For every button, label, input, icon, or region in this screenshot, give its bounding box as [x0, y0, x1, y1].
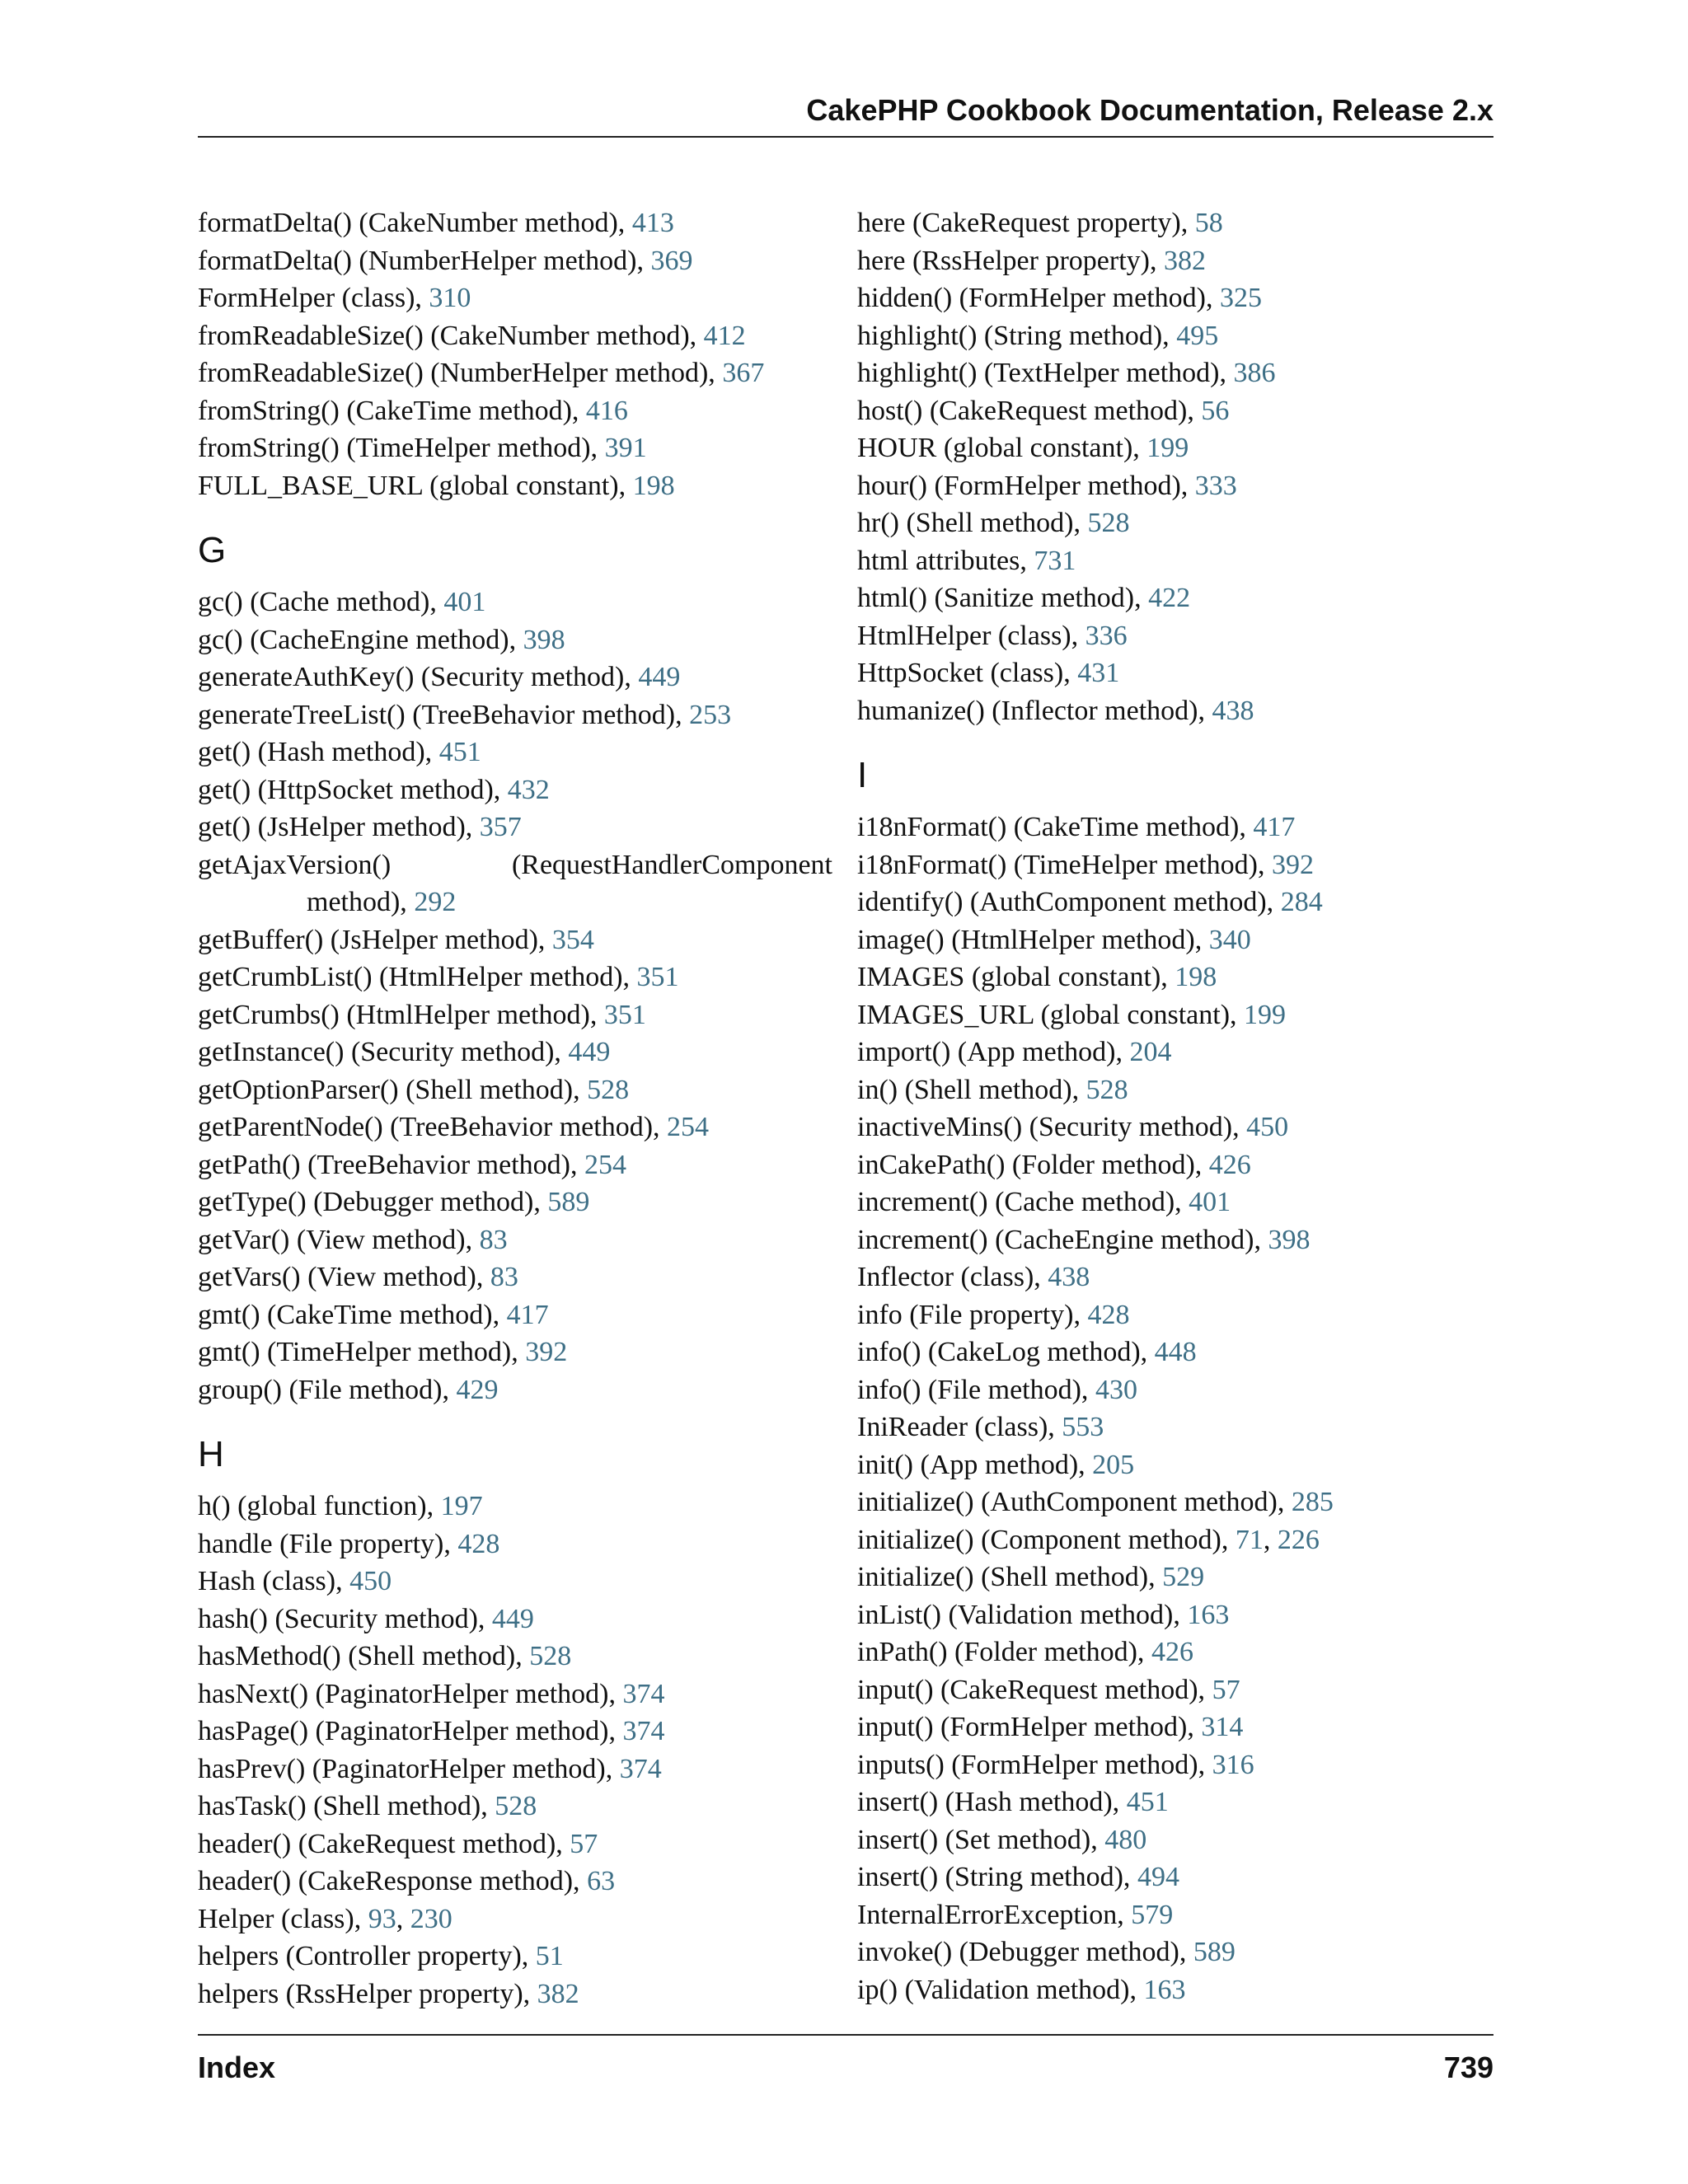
- page-link[interactable]: 197: [440, 1491, 483, 1521]
- index-entry: [198, 771, 841, 809]
- index-column-left: [198, 204, 841, 2013]
- index-term: gmt() (TimeHelper method),: [198, 1337, 526, 1367]
- index-entry: [857, 1558, 1500, 1596]
- index-term: here (CakeRequest property),: [857, 208, 1195, 238]
- page-separator: ,: [396, 1903, 410, 1934]
- index-term: hasNext() (PaginatorHelper method),: [198, 1678, 623, 1709]
- page-link[interactable]: 253: [689, 699, 732, 730]
- index-term: fromReadableSize() (NumberHelper method),: [198, 358, 723, 388]
- index-term: getCrumbs() (HtmlHelper method),: [198, 999, 604, 1030]
- index-term: info() (File method),: [857, 1374, 1095, 1405]
- index-entry: [198, 921, 841, 959]
- page-link[interactable]: 357: [479, 812, 522, 842]
- page-link[interactable]: 401: [443, 587, 486, 617]
- index-term: getPath() (TreeBehavior method),: [198, 1149, 584, 1180]
- index-term: helpers (RssHelper property),: [198, 1978, 537, 2009]
- page-link[interactable]: 83: [479, 1224, 508, 1255]
- page-link[interactable]: 204: [1129, 1037, 1172, 1067]
- index-entry: [857, 1221, 1500, 1259]
- index-term: hasMethod() (Shell method),: [198, 1641, 530, 1671]
- page-footer: [198, 2034, 1493, 2085]
- index-term: info (File property),: [857, 1299, 1088, 1330]
- index-entry: [198, 1825, 841, 1863]
- page-link[interactable]: 428: [1087, 1299, 1130, 1330]
- page-link[interactable]: 438: [1048, 1262, 1090, 1292]
- page-number: 739: [1443, 2050, 1493, 2084]
- index-term: initialize() (Component method),: [857, 1524, 1236, 1555]
- page-link[interactable]: 316: [1212, 1749, 1254, 1780]
- index-entry: [857, 883, 1500, 921]
- index-entry: [857, 1371, 1500, 1409]
- index-entry: [198, 733, 841, 771]
- index-entry: [857, 1783, 1500, 1821]
- index-term: formatDelta() (CakeNumber method),: [198, 208, 632, 238]
- index-term: inCakePath() (Folder method),: [857, 1149, 1209, 1180]
- index-term: initialize() (Shell method),: [857, 1562, 1163, 1592]
- page-link[interactable]: 431: [1077, 658, 1120, 688]
- page-link[interactable]: 494: [1137, 1862, 1179, 1892]
- index-term: helpers (Controller property),: [198, 1941, 536, 1971]
- index-term: getParentNode() (TreeBehavior method),: [198, 1112, 668, 1142]
- index-term: identify() (AuthComponent method),: [857, 887, 1281, 917]
- index-term: getOptionParser() (Shell method),: [198, 1074, 588, 1105]
- index-entry: [857, 467, 1500, 505]
- page-link[interactable]: 417: [506, 1299, 549, 1330]
- index-entry: [857, 354, 1500, 392]
- index-entry: [857, 1333, 1500, 1371]
- page-link[interactable]: 205: [1092, 1449, 1135, 1480]
- index-term: hr() (Shell method),: [857, 508, 1088, 538]
- page-link[interactable]: 553: [1062, 1412, 1104, 1442]
- index-term: getVar() (View method),: [198, 1224, 480, 1255]
- index-entry: [857, 921, 1500, 959]
- index-term: Inflector (class),: [857, 1262, 1048, 1292]
- index-entry: [857, 808, 1500, 846]
- index-entry: [198, 429, 841, 467]
- running-title: CakePHP Cookbook Documentation, Release 2.x: [806, 93, 1493, 127]
- index-term: InternalErrorException,: [857, 1899, 1132, 1930]
- index-term: gc() (Cache method),: [198, 587, 444, 617]
- page-link[interactable]: 333: [1194, 470, 1237, 501]
- index-entry: [198, 1675, 841, 1713]
- index-entry: [198, 1488, 841, 1526]
- page-link[interactable]: 426: [1208, 1149, 1251, 1180]
- page-link[interactable]: 226: [1277, 1524, 1320, 1555]
- index-term: initialize() (AuthComponent method),: [857, 1487, 1292, 1517]
- index-entry: [198, 958, 841, 996]
- page-link[interactable]: 386: [1233, 358, 1276, 388]
- index-term: i18nFormat() (TimeHelper method),: [857, 849, 1272, 880]
- index-term: highlight() (String method),: [857, 320, 1177, 351]
- index-term: h() (global function),: [198, 1491, 441, 1521]
- index-term: fromString() (TimeHelper method),: [198, 433, 605, 463]
- page-link[interactable]: 163: [1187, 1599, 1230, 1630]
- index-entry: [198, 846, 832, 884]
- index-entry: [857, 1858, 1500, 1896]
- index-term: inactiveMins() (Security method),: [857, 1112, 1247, 1142]
- index-entry: [198, 1788, 841, 1825]
- index-entry: [198, 1071, 841, 1109]
- index-term: insert() (Set method),: [857, 1824, 1105, 1855]
- index-term: hasPage() (PaginatorHelper method),: [198, 1716, 623, 1746]
- page-link[interactable]: 401: [1189, 1187, 1231, 1217]
- page-link[interactable]: 254: [667, 1112, 710, 1142]
- index-term: getVars() (View method),: [198, 1262, 490, 1292]
- page-link[interactable]: 438: [1212, 695, 1254, 726]
- index-term: humanize() (Inflector method),: [857, 695, 1212, 726]
- index-term: import() (App method),: [857, 1037, 1130, 1067]
- index-entry: [857, 1821, 1500, 1859]
- index-term: ip() (Validation method),: [857, 1974, 1144, 2005]
- index-entry: [198, 1601, 841, 1638]
- page-link[interactable]: 413: [631, 208, 674, 238]
- page-link[interactable]: 254: [584, 1149, 626, 1180]
- index-term: fromString() (CakeTime method),: [198, 395, 586, 426]
- index-entry: [198, 392, 841, 430]
- index-entry: [857, 958, 1500, 996]
- index-entry: [198, 1863, 841, 1900]
- page-link[interactable]: 199: [1146, 433, 1189, 463]
- page-link[interactable]: 374: [622, 1678, 665, 1709]
- index-term: HtmlHelper (class),: [857, 620, 1085, 651]
- index-entry: [857, 1633, 1500, 1671]
- page-link[interactable]: 480: [1104, 1824, 1147, 1855]
- index-entry: [198, 1713, 841, 1750]
- index-term: get() (HttpSocket method),: [198, 774, 508, 805]
- index-term: getAjaxVersion(): [198, 849, 392, 880]
- index-term: inList() (Validation method),: [857, 1599, 1188, 1630]
- index-term: inPath() (Folder method),: [857, 1637, 1151, 1667]
- page-link[interactable]: 374: [622, 1716, 665, 1746]
- index-entry: [198, 1296, 841, 1334]
- index-term: generateTreeList() (TreeBehavior method),: [198, 699, 690, 730]
- index-term: html attributes,: [857, 545, 1034, 576]
- index-term: FormHelper (class),: [198, 283, 429, 313]
- index-entry: [857, 1033, 1500, 1071]
- index-entry: [857, 1258, 1500, 1296]
- index-entry: [857, 1183, 1500, 1221]
- index-entry: [857, 542, 1500, 580]
- index-term: HOUR (global constant),: [857, 433, 1147, 463]
- page-link[interactable]: 351: [603, 999, 646, 1030]
- index-entry: [857, 504, 1500, 542]
- index-entry: [857, 279, 1500, 317]
- page-link[interactable]: 392: [1272, 849, 1314, 880]
- page-link[interactable]: 336: [1085, 620, 1128, 651]
- index-entry: [857, 429, 1500, 467]
- index-entry: [857, 579, 1500, 617]
- index-term-qualifier: (RequestHandlerComponent: [511, 849, 832, 880]
- page-link[interactable]: 57: [1212, 1674, 1240, 1705]
- index-term: IniReader (class),: [857, 1412, 1062, 1442]
- index-column-right: [857, 204, 1500, 2008]
- page-link[interactable]: 351: [636, 962, 679, 992]
- index-entry: [198, 1146, 841, 1184]
- index-entry: [857, 1971, 1500, 2009]
- page-link[interactable]: 93: [368, 1903, 396, 1934]
- index-term: getBuffer() (JsHelper method),: [198, 924, 552, 955]
- page-link[interactable]: 528: [495, 1791, 537, 1821]
- page-link[interactable]: 382: [1163, 245, 1206, 276]
- index-letter-heading: I: [857, 755, 868, 795]
- index-entry: [857, 1896, 1500, 1934]
- index-term: FULL_BASE_URL (global constant),: [198, 470, 633, 501]
- page-link[interactable]: 314: [1201, 1712, 1244, 1742]
- index-entry: [198, 996, 841, 1034]
- index-term: inputs() (FormHelper method),: [857, 1749, 1212, 1780]
- index-entry: [857, 1671, 1500, 1709]
- index-term: highlight() (TextHelper method),: [857, 358, 1234, 388]
- index-term: getCrumbList() (HtmlHelper method),: [198, 962, 637, 992]
- page-link[interactable]: 426: [1151, 1637, 1193, 1667]
- index-term: handle (File property),: [198, 1528, 458, 1559]
- page-link[interactable]: 429: [456, 1374, 499, 1405]
- page-link[interactable]: 589: [547, 1187, 590, 1217]
- index-term: input() (CakeRequest method),: [857, 1674, 1212, 1705]
- page-link[interactable]: 528: [587, 1074, 630, 1105]
- page-link[interactable]: 529: [1162, 1562, 1205, 1592]
- index-entry: [198, 583, 841, 621]
- page-link[interactable]: 495: [1176, 320, 1219, 351]
- index-entry: [198, 1033, 841, 1071]
- index-entry: [198, 1750, 841, 1788]
- page-link[interactable]: 369: [650, 245, 693, 276]
- index-entry: [198, 1333, 841, 1371]
- page-link[interactable]: 284: [1280, 887, 1323, 917]
- index-term: invoke() (Debugger method),: [857, 1937, 1193, 1967]
- page-link[interactable]: 310: [429, 283, 471, 313]
- index-entry: [198, 696, 841, 734]
- index-entry: [198, 279, 841, 317]
- page-link[interactable]: 449: [491, 1603, 534, 1634]
- page-link[interactable]: 58: [1194, 208, 1223, 238]
- index-entry: [198, 1938, 841, 1975]
- page-link[interactable]: 367: [722, 358, 765, 388]
- page-link[interactable]: 528: [1087, 508, 1130, 538]
- index-entry: [198, 1258, 841, 1296]
- index-entry: [198, 1183, 841, 1221]
- page-link[interactable]: 382: [537, 1978, 579, 2009]
- index-term: hasPrev() (PaginatorHelper method),: [198, 1753, 620, 1784]
- page-link[interactable]: 451: [1126, 1787, 1169, 1817]
- index-entry: [198, 621, 841, 659]
- page-link[interactable]: 392: [525, 1337, 568, 1367]
- index-term: insert() (Hash method),: [857, 1787, 1127, 1817]
- page-link[interactable]: 398: [523, 624, 565, 655]
- page-link[interactable]: 412: [703, 320, 746, 351]
- page-link[interactable]: 449: [568, 1037, 611, 1067]
- index-term: Hash (class),: [198, 1566, 350, 1596]
- page-link[interactable]: 432: [507, 774, 550, 805]
- page-link[interactable]: 163: [1143, 1974, 1186, 2005]
- index-entry: [198, 317, 841, 355]
- index-term: gc() (CacheEngine method),: [198, 624, 523, 655]
- index-entry: [198, 354, 841, 392]
- index-term: init() (App method),: [857, 1449, 1093, 1480]
- index-entry: [198, 1900, 841, 1938]
- index-term: host() (CakeRequest method),: [857, 395, 1202, 426]
- page-link[interactable]: 398: [1268, 1224, 1311, 1255]
- index-term: header() (CakeResponse method),: [198, 1866, 588, 1896]
- index-entry: [857, 1746, 1500, 1784]
- index-entry: [198, 1221, 841, 1259]
- index-entry: [857, 1596, 1500, 1634]
- page-link[interactable]: 391: [604, 433, 647, 463]
- page-link[interactable]: 430: [1095, 1374, 1137, 1405]
- index-term: here (RssHelper property),: [857, 245, 1164, 276]
- page-link[interactable]: 354: [551, 924, 594, 955]
- index-term: info() (CakeLog method),: [857, 1337, 1155, 1367]
- index-entry: [198, 1563, 841, 1601]
- index-term: input() (FormHelper method),: [857, 1712, 1202, 1742]
- index-entry: [857, 654, 1500, 692]
- index-term: header() (CakeRequest method),: [198, 1828, 570, 1859]
- page-link[interactable]: 374: [619, 1753, 662, 1784]
- index-term: getType() (Debugger method),: [198, 1187, 548, 1217]
- page-link[interactable]: 422: [1148, 583, 1191, 613]
- index-entry: [857, 1146, 1500, 1184]
- page-link[interactable]: 51: [535, 1941, 564, 1971]
- page-link[interactable]: 198: [632, 470, 675, 501]
- footer-section: Index: [198, 2050, 276, 2084]
- index-term: hash() (Security method),: [198, 1603, 492, 1634]
- index-entry: [857, 1296, 1500, 1334]
- index-term: method),: [307, 887, 415, 917]
- index-entry: [198, 658, 841, 696]
- index-entry: [857, 1446, 1500, 1484]
- page-link[interactable]: 71: [1235, 1524, 1264, 1555]
- index-entry: [857, 1708, 1500, 1746]
- index-term: hour() (FormHelper method),: [857, 470, 1195, 501]
- page-link[interactable]: 199: [1244, 999, 1287, 1030]
- index-term: Helper (class),: [198, 1903, 368, 1934]
- index-entry: [198, 1638, 841, 1675]
- index-term: in() (Shell method),: [857, 1074, 1086, 1105]
- index-term: image() (HtmlHelper method),: [857, 924, 1209, 955]
- index-entry: [857, 846, 1500, 884]
- index-entry: [857, 392, 1500, 430]
- page-link[interactable]: 528: [1085, 1074, 1128, 1105]
- index-entry: [198, 467, 841, 505]
- index-entry: [857, 1071, 1500, 1109]
- page-link[interactable]: 449: [638, 662, 681, 692]
- page-link[interactable]: 325: [1220, 283, 1262, 313]
- index-term: get() (Hash method),: [198, 737, 439, 767]
- page-link[interactable]: 56: [1201, 395, 1230, 426]
- index-entry: [857, 1521, 1500, 1559]
- index-term: IMAGES_URL (global constant),: [857, 999, 1245, 1030]
- index-entry: [857, 317, 1500, 355]
- index-term: fromReadableSize() (CakeNumber method),: [198, 320, 704, 351]
- index-entry: [198, 1526, 841, 1563]
- index-entry: [198, 242, 841, 280]
- index-entry: [198, 1371, 841, 1409]
- page-header: [198, 91, 1493, 138]
- index-term: insert() (String method),: [857, 1862, 1137, 1892]
- page-link[interactable]: 428: [457, 1528, 500, 1559]
- index-term: get() (JsHelper method),: [198, 812, 480, 842]
- index-entry: [857, 617, 1500, 655]
- page-link[interactable]: 230: [410, 1903, 452, 1934]
- page-link[interactable]: 528: [529, 1641, 572, 1671]
- index-entry: [857, 1408, 1500, 1446]
- index-entry: [857, 204, 1500, 242]
- index-term: getInstance() (Security method),: [198, 1037, 569, 1067]
- index-letter-heading: H: [198, 1434, 224, 1474]
- page-link[interactable]: 63: [587, 1866, 616, 1896]
- page-link[interactable]: 340: [1208, 924, 1251, 955]
- index-entry: [857, 996, 1500, 1034]
- page-link[interactable]: 83: [490, 1262, 518, 1292]
- index-term: IMAGES (global constant),: [857, 962, 1175, 992]
- index-term: hasTask() (Shell method),: [198, 1791, 495, 1821]
- page-link[interactable]: 417: [1253, 812, 1296, 842]
- index-entry: [198, 1108, 841, 1146]
- page-link[interactable]: 292: [414, 887, 457, 917]
- index-term: HttpSocket (class),: [857, 658, 1078, 688]
- index-term: group() (File method),: [198, 1374, 457, 1405]
- index-entry: [857, 1483, 1500, 1521]
- page-link[interactable]: 285: [1291, 1487, 1334, 1517]
- index-term: hidden() (FormHelper method),: [857, 283, 1220, 313]
- page-link[interactable]: 731: [1034, 545, 1076, 576]
- page-link[interactable]: 450: [349, 1566, 392, 1596]
- page-link[interactable]: 589: [1193, 1937, 1236, 1967]
- index-entry: [857, 692, 1500, 730]
- page-link[interactable]: 450: [1246, 1112, 1289, 1142]
- index-entry: [857, 242, 1500, 280]
- page-link[interactable]: 448: [1154, 1337, 1197, 1367]
- page-link[interactable]: 198: [1175, 962, 1217, 992]
- index-term: increment() (Cache method),: [857, 1187, 1189, 1217]
- page-link[interactable]: 57: [570, 1828, 598, 1859]
- index-letter-heading: G: [198, 530, 227, 570]
- index-entry: [198, 808, 841, 846]
- page-link[interactable]: 451: [438, 737, 481, 767]
- index-term: generateAuthKey() (Security method),: [198, 662, 639, 692]
- index-entry-continuation: [198, 883, 841, 921]
- index-entry: [198, 204, 841, 242]
- index-term: html() (Sanitize method),: [857, 583, 1149, 613]
- index-term: i18nFormat() (CakeTime method),: [857, 812, 1254, 842]
- page-link[interactable]: 416: [585, 395, 628, 426]
- index-entry: [198, 1975, 841, 2013]
- index-term: formatDelta() (NumberHelper method),: [198, 245, 651, 276]
- page-link[interactable]: 579: [1131, 1899, 1174, 1930]
- index-term: increment() (CacheEngine method),: [857, 1224, 1268, 1255]
- index-entry: [857, 1933, 1500, 1971]
- page-separator: ,: [1263, 1524, 1278, 1555]
- index-term: gmt() (CakeTime method),: [198, 1299, 507, 1330]
- index-entry: [857, 1108, 1500, 1146]
